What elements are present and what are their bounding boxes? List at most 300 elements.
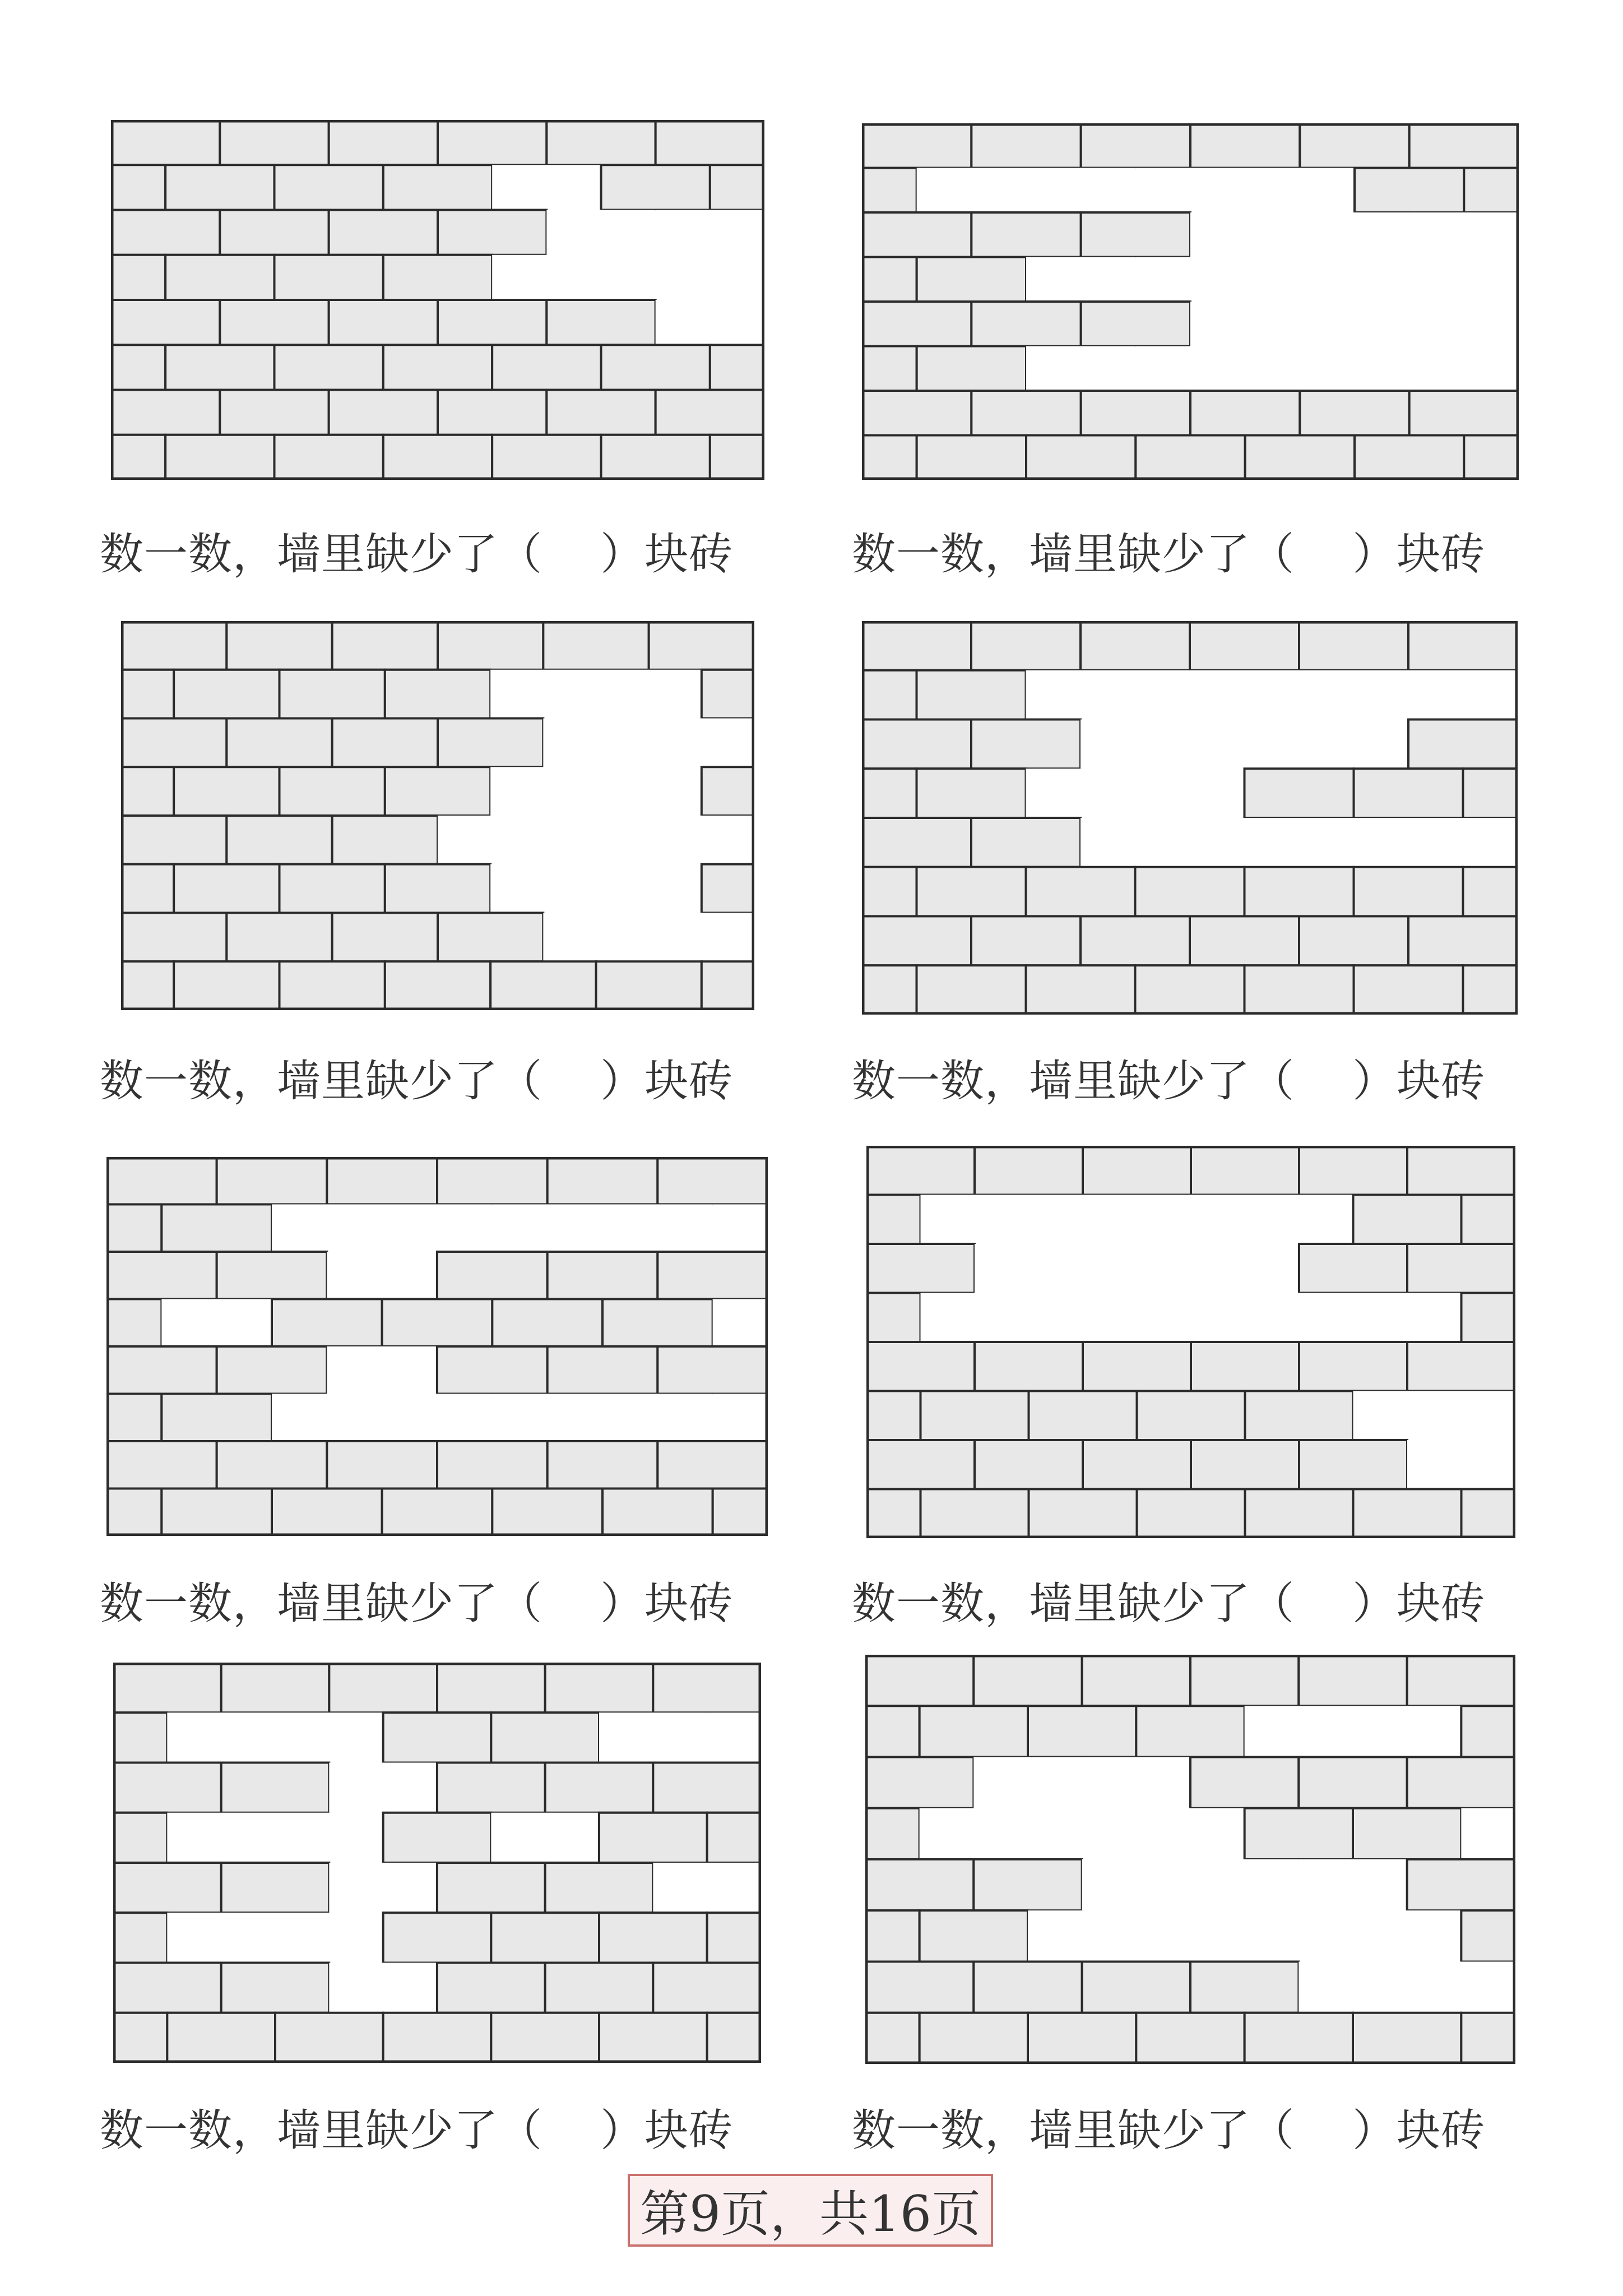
brick xyxy=(113,1663,221,1712)
brick xyxy=(174,767,279,816)
brick xyxy=(917,769,1026,818)
brick xyxy=(1081,212,1190,257)
missing-brick-gap xyxy=(921,1195,1029,1244)
brick xyxy=(920,2013,1028,2064)
brick xyxy=(174,961,279,1010)
brick xyxy=(106,1252,217,1299)
brick xyxy=(383,2013,491,2063)
missing-brick-gap xyxy=(1190,212,1300,257)
brick xyxy=(383,1813,491,1863)
missing-brick-gap xyxy=(602,1394,713,1442)
brick xyxy=(702,670,754,719)
missing-brick-gap xyxy=(167,1813,275,1863)
brick xyxy=(921,1391,1029,1441)
missing-brick-gap xyxy=(1463,670,1518,720)
brick xyxy=(862,302,971,346)
brick xyxy=(865,1808,920,1859)
brick xyxy=(971,720,1081,769)
missing-brick-gap xyxy=(1026,257,1135,302)
brick xyxy=(437,1963,545,2013)
missing-brick-gap xyxy=(1191,1244,1299,1293)
brick xyxy=(707,2013,761,2063)
brick xyxy=(862,346,917,391)
brick xyxy=(1081,391,1190,436)
brick xyxy=(437,1663,545,1712)
missing-brick-gap xyxy=(329,1763,437,1813)
missing-brick-gap xyxy=(713,1205,768,1252)
brick xyxy=(1409,391,1519,436)
missing-brick-gap xyxy=(1299,818,1408,867)
brick xyxy=(165,165,274,210)
brick xyxy=(1026,867,1135,916)
brick xyxy=(217,1252,327,1299)
brick xyxy=(656,390,764,435)
brick xyxy=(1245,769,1354,818)
brick-wall-4 xyxy=(862,621,1518,1015)
brick xyxy=(1245,436,1355,480)
brick xyxy=(1026,965,1135,1015)
brick xyxy=(220,210,328,255)
brick xyxy=(111,390,220,435)
brick xyxy=(1245,965,1354,1015)
brick xyxy=(275,165,383,210)
brick xyxy=(106,1205,161,1252)
brick xyxy=(649,621,754,670)
brick xyxy=(280,864,385,913)
brick xyxy=(546,120,655,165)
brick xyxy=(106,1157,217,1205)
brick xyxy=(862,867,917,916)
brick xyxy=(601,165,710,210)
missing-brick-gap xyxy=(713,1299,768,1347)
missing-brick-gap xyxy=(649,913,754,962)
brick xyxy=(329,390,438,435)
brick xyxy=(971,391,1081,436)
brick xyxy=(221,1663,330,1712)
brick xyxy=(113,2013,167,2063)
brick xyxy=(111,300,220,345)
brick xyxy=(865,1962,973,2013)
missing-brick-gap xyxy=(1136,1808,1244,1859)
missing-brick-gap xyxy=(596,864,702,913)
missing-brick-gap xyxy=(1081,818,1190,867)
brick xyxy=(917,965,1026,1015)
brick xyxy=(1137,1489,1245,1539)
brick xyxy=(862,212,971,257)
brick xyxy=(1463,867,1518,916)
brick xyxy=(546,300,655,345)
missing-brick-gap xyxy=(1135,769,1245,818)
brick xyxy=(275,2013,383,2063)
brick xyxy=(382,1299,493,1347)
missing-brick-gap xyxy=(707,1712,761,1762)
brick xyxy=(106,1441,217,1489)
brick xyxy=(217,1441,327,1489)
brick xyxy=(329,1663,437,1712)
brick xyxy=(332,621,438,670)
brick xyxy=(1191,1146,1299,1195)
brick xyxy=(165,255,274,300)
missing-brick-gap xyxy=(653,1863,761,1913)
brick xyxy=(1461,2013,1515,2064)
brick xyxy=(1190,1757,1299,1808)
brick xyxy=(385,864,490,913)
brick xyxy=(490,961,596,1010)
brick xyxy=(1408,720,1518,769)
brick xyxy=(866,1489,921,1539)
missing-brick-gap xyxy=(1299,1859,1407,1910)
brick xyxy=(866,1391,921,1441)
missing-brick-gap xyxy=(1026,168,1135,213)
brick xyxy=(1300,391,1409,436)
brick xyxy=(332,719,438,767)
missing-brick-gap xyxy=(167,1712,275,1762)
brick xyxy=(653,1763,761,1813)
missing-brick-gap xyxy=(1245,670,1354,720)
brick xyxy=(920,1910,1028,1961)
brick xyxy=(657,1441,768,1489)
missing-brick-gap xyxy=(329,1863,437,1913)
missing-brick-gap xyxy=(1245,168,1355,213)
brick xyxy=(1463,965,1518,1015)
brick xyxy=(866,1342,975,1391)
brick xyxy=(862,257,917,302)
brick xyxy=(545,1963,653,2013)
missing-brick-gap xyxy=(1300,212,1409,257)
brick xyxy=(707,1913,761,1962)
brick xyxy=(865,1910,920,1961)
missing-brick-gap xyxy=(1409,302,1519,346)
missing-brick-gap xyxy=(596,767,702,816)
missing-brick-gap xyxy=(920,1808,1028,1859)
missing-brick-gap xyxy=(327,1346,437,1394)
missing-brick-gap xyxy=(1028,1910,1136,1961)
missing-brick-gap xyxy=(1355,346,1464,391)
brick xyxy=(492,1489,602,1536)
brick xyxy=(1464,168,1519,213)
brick xyxy=(1135,436,1245,480)
brick xyxy=(491,2013,599,2063)
brick xyxy=(862,965,917,1015)
brick xyxy=(865,2013,920,2064)
missing-brick-gap xyxy=(602,1205,713,1252)
missing-brick-gap xyxy=(710,255,764,300)
brick xyxy=(226,621,332,670)
brick xyxy=(1354,769,1463,818)
brick xyxy=(492,435,601,480)
missing-brick-gap xyxy=(272,1205,382,1252)
brick-wall-6 xyxy=(866,1146,1515,1538)
brick xyxy=(971,818,1081,867)
brick-wall-2 xyxy=(862,123,1519,480)
brick xyxy=(866,1146,975,1195)
brick xyxy=(543,621,648,670)
brick xyxy=(1463,769,1518,818)
missing-brick-gap xyxy=(167,1913,275,1962)
brick xyxy=(1137,1391,1245,1441)
brick xyxy=(111,255,165,300)
brick xyxy=(973,1859,1082,1910)
missing-brick-gap xyxy=(1461,1808,1515,1859)
brick xyxy=(272,1489,382,1536)
missing-brick-gap xyxy=(1190,818,1299,867)
brick xyxy=(1190,391,1300,436)
brick xyxy=(1299,1244,1407,1293)
missing-brick-gap xyxy=(1082,1757,1190,1808)
brick xyxy=(221,1763,330,1813)
brick xyxy=(546,390,655,435)
missing-brick-gap xyxy=(490,767,596,816)
missing-brick-gap xyxy=(656,210,764,255)
brick xyxy=(971,621,1081,670)
missing-brick-gap xyxy=(275,1813,383,1863)
brick xyxy=(710,345,764,390)
brick xyxy=(492,1299,602,1347)
missing-brick-gap xyxy=(329,1963,437,2013)
brick xyxy=(272,1299,382,1347)
brick xyxy=(111,165,165,210)
brick xyxy=(596,961,702,1010)
brick xyxy=(971,212,1081,257)
brick xyxy=(1029,1489,1137,1539)
brick xyxy=(1028,1706,1136,1757)
missing-brick-gap xyxy=(1190,1859,1299,1910)
brick xyxy=(280,767,385,816)
brick xyxy=(221,1863,330,1913)
brick xyxy=(602,1489,713,1536)
brick xyxy=(1299,1655,1407,1706)
brick xyxy=(113,1712,167,1762)
brick xyxy=(329,300,438,345)
missing-brick-gap xyxy=(161,1299,272,1347)
brick xyxy=(862,916,971,966)
brick xyxy=(866,1440,975,1489)
missing-brick-gap xyxy=(599,1712,707,1762)
question-caption: 数一数，墙里缺少了（ ）块砖 xyxy=(100,2105,734,2156)
brick xyxy=(438,913,543,962)
brick xyxy=(1190,916,1299,966)
brick xyxy=(1354,965,1463,1015)
brick xyxy=(548,1441,658,1489)
brick xyxy=(106,1299,161,1347)
brick xyxy=(917,346,1026,391)
brick xyxy=(329,120,438,165)
missing-brick-gap xyxy=(1135,257,1245,302)
brick xyxy=(161,1205,272,1252)
brick xyxy=(1407,1655,1515,1706)
missing-brick-gap xyxy=(492,1205,602,1252)
brick-wall-8 xyxy=(865,1655,1515,2064)
brick xyxy=(113,1763,221,1813)
brick xyxy=(1299,1342,1407,1391)
brick xyxy=(1353,1808,1461,1859)
brick xyxy=(1245,867,1354,916)
missing-brick-gap xyxy=(973,1757,1082,1808)
brick xyxy=(1462,1195,1516,1244)
brick xyxy=(226,719,332,767)
brick xyxy=(1083,1440,1191,1489)
missing-brick-gap xyxy=(438,816,543,864)
brick xyxy=(1190,621,1299,670)
brick xyxy=(383,435,492,480)
brick xyxy=(437,1863,545,1913)
brick xyxy=(1245,1489,1353,1539)
brick xyxy=(106,1489,161,1536)
brick xyxy=(111,210,220,255)
brick xyxy=(862,168,917,213)
missing-brick-gap xyxy=(543,719,648,767)
brick xyxy=(602,1299,713,1347)
missing-brick-gap xyxy=(601,255,710,300)
brick xyxy=(1461,1706,1515,1757)
brick xyxy=(975,1146,1083,1195)
missing-brick-gap xyxy=(1190,302,1300,346)
missing-brick-gap xyxy=(1026,769,1135,818)
brick xyxy=(707,1813,761,1863)
brick xyxy=(713,1489,768,1536)
brick xyxy=(165,435,274,480)
question-caption: 数一数，墙里缺少了（ ）块砖 xyxy=(852,1578,1486,1629)
brick xyxy=(917,257,1026,302)
question-caption: 数一数，墙里缺少了（ ）块砖 xyxy=(852,2105,1486,2156)
brick xyxy=(862,670,917,720)
brick xyxy=(702,767,754,816)
brick xyxy=(121,670,174,719)
missing-brick-gap xyxy=(1407,1440,1515,1489)
missing-brick-gap xyxy=(649,719,754,767)
brick xyxy=(599,1913,707,1962)
brick xyxy=(865,1757,973,1808)
brick xyxy=(491,1712,599,1762)
brick xyxy=(220,120,328,165)
brick xyxy=(866,1293,921,1343)
missing-brick-gap xyxy=(1137,1293,1245,1343)
brick xyxy=(383,255,492,300)
brick xyxy=(385,767,490,816)
brick xyxy=(862,720,971,769)
brick xyxy=(275,345,383,390)
missing-brick-gap xyxy=(1135,346,1245,391)
brick xyxy=(1353,2013,1461,2064)
missing-brick-gap xyxy=(546,210,655,255)
brick xyxy=(865,1655,973,1706)
brick xyxy=(280,670,385,719)
brick xyxy=(382,1489,493,1536)
missing-brick-gap xyxy=(1026,670,1135,720)
missing-brick-gap xyxy=(921,1293,1029,1343)
brick xyxy=(1408,621,1518,670)
brick xyxy=(121,913,226,962)
brick xyxy=(545,1663,653,1712)
brick xyxy=(1082,1655,1190,1706)
brick xyxy=(111,345,165,390)
missing-brick-gap xyxy=(975,1244,1083,1293)
brick xyxy=(921,1489,1029,1539)
missing-brick-gap xyxy=(1082,1859,1190,1910)
brick xyxy=(1191,1440,1299,1489)
missing-brick-gap xyxy=(1029,1195,1137,1244)
brick xyxy=(111,120,220,165)
brick xyxy=(1299,1757,1407,1808)
brick xyxy=(1081,621,1190,670)
brick xyxy=(975,1440,1083,1489)
missing-brick-gap xyxy=(1464,346,1519,391)
brick xyxy=(1299,621,1408,670)
brick xyxy=(111,435,165,480)
missing-brick-gap xyxy=(272,1394,382,1442)
brick xyxy=(437,1252,548,1299)
brick xyxy=(327,1157,437,1205)
brick xyxy=(862,769,917,818)
missing-brick-gap xyxy=(1353,1293,1462,1343)
brick xyxy=(702,961,754,1010)
missing-brick-gap xyxy=(1300,302,1409,346)
missing-brick-gap xyxy=(1026,346,1135,391)
missing-brick-gap xyxy=(1353,1910,1461,1961)
brick xyxy=(1190,1962,1299,2013)
brick xyxy=(437,1441,548,1489)
missing-brick-gap xyxy=(1135,670,1245,720)
brick xyxy=(385,670,490,719)
brick xyxy=(1190,1655,1299,1706)
brick xyxy=(653,1963,761,2013)
brick xyxy=(491,1913,599,1962)
brick xyxy=(917,670,1026,720)
missing-brick-gap xyxy=(1462,1391,1516,1441)
missing-brick-gap xyxy=(1353,1391,1462,1441)
brick xyxy=(438,390,546,435)
brick xyxy=(1461,1910,1515,1961)
missing-brick-gap xyxy=(649,816,754,864)
brick xyxy=(121,621,226,670)
brick-wall-3 xyxy=(121,621,754,1010)
brick xyxy=(865,1706,920,1757)
brick xyxy=(920,1706,1028,1757)
missing-brick-gap xyxy=(1190,720,1299,769)
brick-wall-7 xyxy=(113,1663,761,2063)
brick xyxy=(862,123,971,168)
brick xyxy=(161,1489,272,1536)
brick xyxy=(545,1863,653,1913)
brick xyxy=(437,1157,548,1205)
brick xyxy=(385,961,490,1010)
missing-brick-gap xyxy=(1028,1808,1136,1859)
brick xyxy=(437,1763,545,1813)
brick xyxy=(1299,1146,1407,1195)
missing-brick-gap xyxy=(1245,1706,1353,1757)
brick xyxy=(653,1663,761,1712)
question-caption: 数一数，墙里缺少了（ ）块砖 xyxy=(852,1056,1486,1107)
brick xyxy=(106,1394,161,1442)
brick xyxy=(1190,123,1300,168)
brick xyxy=(599,1813,707,1863)
missing-brick-gap xyxy=(1464,257,1519,302)
brick xyxy=(866,1244,975,1293)
brick xyxy=(1191,1342,1299,1391)
brick xyxy=(1135,867,1245,916)
missing-brick-gap xyxy=(275,1913,383,1962)
brick xyxy=(383,345,492,390)
missing-brick-gap xyxy=(327,1252,437,1299)
missing-brick-gap xyxy=(1029,1293,1137,1343)
brick xyxy=(220,300,328,345)
page-number-label: 第9页，共16页 xyxy=(628,2174,993,2247)
brick xyxy=(275,435,383,480)
brick xyxy=(917,436,1026,480)
brick xyxy=(106,1346,217,1394)
missing-brick-gap xyxy=(596,670,702,719)
brick xyxy=(161,1394,272,1442)
